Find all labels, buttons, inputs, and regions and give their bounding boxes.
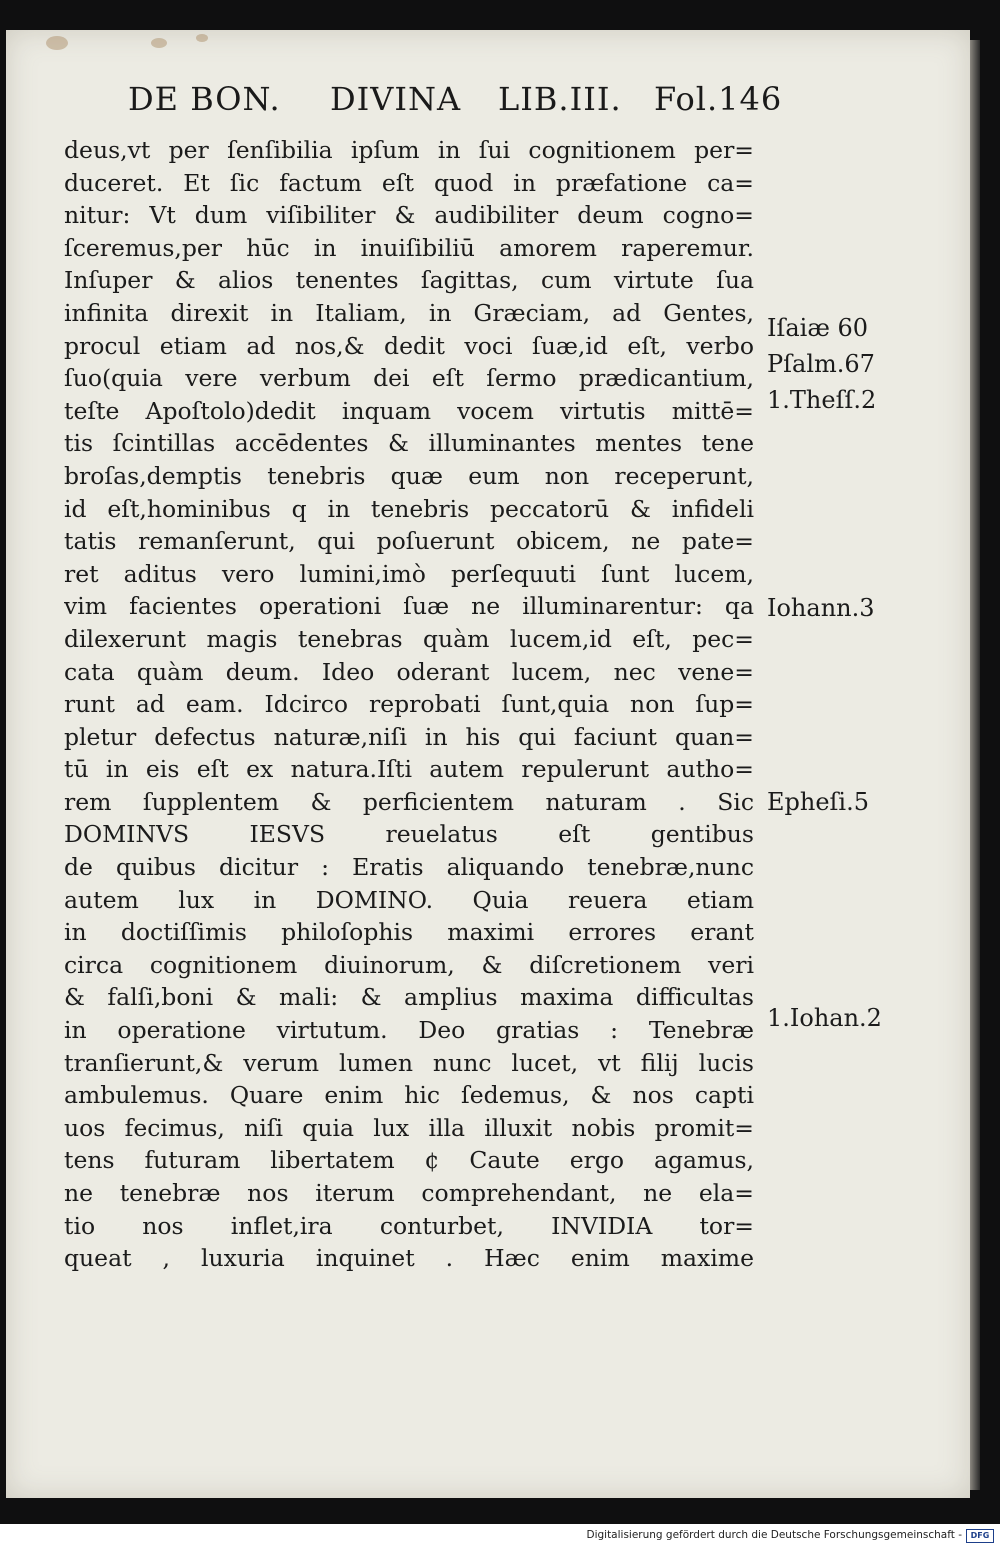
- text-line: duceret. Et ſic factum eſt quod in præfatione ca=: [64, 168, 754, 197]
- text-line: de quibus dicitur : Eratis aliquando tenebræ,nunc: [64, 853, 754, 882]
- text-line: ret aditus vero lumini,imò perſequuti ſunt lucem,: [64, 559, 754, 588]
- text-line: ambulemus. Quare enim hic ſedemus, & nos capti: [64, 1081, 754, 1110]
- text-line: in operatione virtutum. Deo gratias : Tenebræ: [64, 1016, 754, 1045]
- header-folio-number: Fol.146: [654, 80, 783, 118]
- text-line: tis ſcintillas accēdentes & illuminantes mentes tene: [64, 429, 754, 458]
- text-line: nitur: Vt dum viſibiliter & audibiliter deum cogno=: [64, 201, 754, 230]
- text-line: uos fecimus, niſi quia lux illa illuxit nobis promit=: [64, 1113, 754, 1142]
- margin-reference: Iſaiæ 60: [767, 314, 869, 342]
- text-line: Inſuper & alios tenentes ſagittas, cum virtute ſua: [64, 266, 754, 295]
- text-line: id eſt,hominibus q in tenebris peccatorū & infideli: [64, 494, 754, 523]
- text-line: tio nos inflet,ira conturbet, INVIDIA tor=: [64, 1211, 754, 1240]
- text-line: teſte Apoſtolo)dedit inquam vocem virtutis mittē=: [64, 396, 754, 425]
- text-line: deus,vt per ſenſibilia ipſum in ſui cognitionem per=: [64, 136, 754, 164]
- text-line: tens futuram libertatem ¢ Caute ergo agamus,: [64, 1146, 754, 1175]
- page-edge: [970, 40, 980, 1490]
- stain-mark: [196, 34, 208, 42]
- text-line: in doctiſſimis philoſophis maximi errores erant: [64, 918, 754, 947]
- stain-mark: [46, 36, 68, 50]
- text-line: rem ſupplentem & perficientem naturam . Sic: [64, 787, 754, 816]
- margin-reference: Epheſi.5: [767, 788, 869, 816]
- digitization-footer: [0, 1524, 1000, 1548]
- margin-reference: Iohann.3: [767, 594, 875, 622]
- text-line: infinita direxit in Italiam, in Græciam, ad Gentes,: [64, 298, 754, 327]
- text-line: tranſierunt,& verum lumen nunc lucet, vt filij lucis: [64, 1048, 754, 1077]
- text-line: broſas,demptis tenebris quæ eum non receperunt,: [64, 461, 754, 490]
- header-book-number: LIB.III.: [498, 80, 622, 118]
- text-line: ſceremus,per hūc in inuiſibiliū amorem raperemur.: [64, 233, 754, 262]
- stain-mark: [151, 38, 167, 48]
- text-line: ne tenebræ nos iterum comprehendant, ne ela=: [64, 1179, 754, 1207]
- margin-reference: 1.Theſſ.2: [767, 386, 877, 414]
- text-line: autem lux in DOMINO. Quia reuera etiam: [64, 885, 754, 914]
- text-line: DOMINVS IESVS reuelatus eſt gentibus: [64, 820, 754, 849]
- header-book-abbrev: DE BON.: [128, 80, 281, 118]
- margin-reference: 1.Iohan.2: [767, 1004, 882, 1032]
- text-line: queat , luxuria inquinet . Hæc enim maxime: [64, 1244, 754, 1273]
- text-line: pletur defectus naturæ,niſi in his qui faciunt quan=: [64, 722, 754, 751]
- text-line: tū in eis eſt ex natura.Iſti autem repulerunt autho=: [64, 755, 754, 784]
- text-line: dilexerunt magis tenebras quàm lucem,id eſt, pec=: [64, 624, 754, 653]
- funding-credit: Digitalisierung gefördert durch die Deutsche Forschungsgemeinschaft -: [586, 1529, 962, 1541]
- main-text-column: [64, 134, 764, 1275]
- text-line: procul etiam ad nos,& dedit voci ſuæ,id eſt, verbo: [64, 331, 754, 360]
- text-line: & falſi,boni & mali: & amplius maxima difficultas: [64, 983, 754, 1012]
- running-header: [128, 80, 783, 124]
- margin-reference: Pſalm.67: [767, 350, 875, 378]
- text-line: tatis remanſerunt, qui poſuerunt obicem, ne pate=: [64, 527, 754, 556]
- text-line: runt ad eam. Idcirco reprobati ſunt,quia non ſup=: [64, 690, 754, 719]
- header-title-word: DIVINA: [330, 80, 462, 118]
- text-line: circa cognitionem diuinorum, & diſcretionem veri: [64, 950, 754, 979]
- text-line: cata quàm deum. Ideo oderant lucem, nec vene=: [64, 657, 754, 686]
- dfg-logo: DFG: [966, 1529, 994, 1543]
- text-line: vim facientes operationi ſuæ ne illuminarentur: qa: [64, 592, 754, 621]
- text-line: ſuo(quia vere verbum dei eſt ſermo prædicantium,: [64, 364, 754, 393]
